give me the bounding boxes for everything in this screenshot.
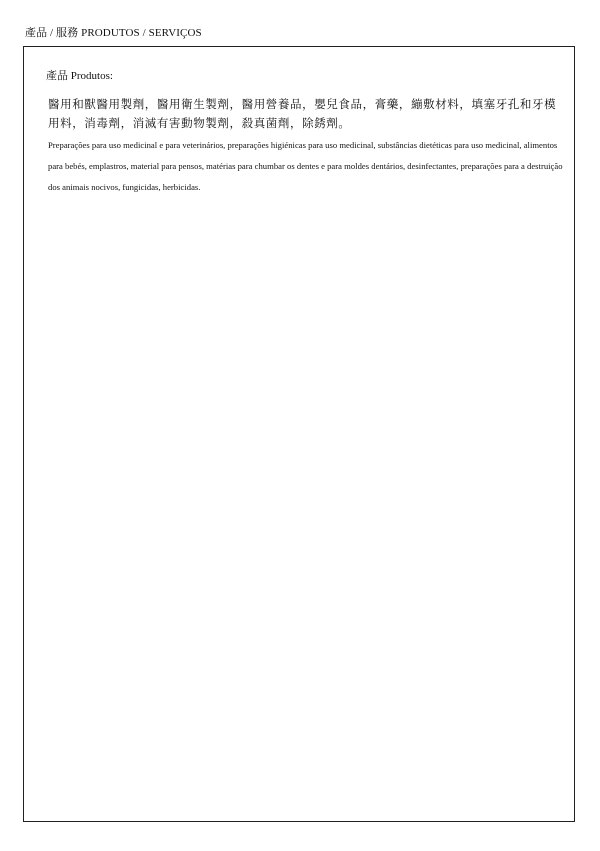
section-title: 產品 Produtos:	[46, 70, 113, 82]
page-header: 產品 / 服務 PRODUTOS / SERVIÇOS	[25, 27, 202, 39]
chinese-description: 醫用和獸醫用製劑，醫用衛生製劑，醫用營養品，嬰兒食品，膏藥，繃敷材料，填塞牙孔和牙模用料，消毒劑，消滅有害動物製劑，殺真菌劑，除銹劑。	[48, 99, 557, 130]
products-box	[23, 46, 575, 822]
portuguese-description: Preparações para uso medicinal e para veterinários, preparações higiénicas para uso medicinal, substâncias dietéticas para uso medicinal, alimentos para bebés, emplastros, material para pensos, matérias para chumbar os dentes e para moldes dentários, desinfectantes, preparações para a destruição dos animais nocivos, fungicidas, herbicidas.	[48, 140, 563, 192]
